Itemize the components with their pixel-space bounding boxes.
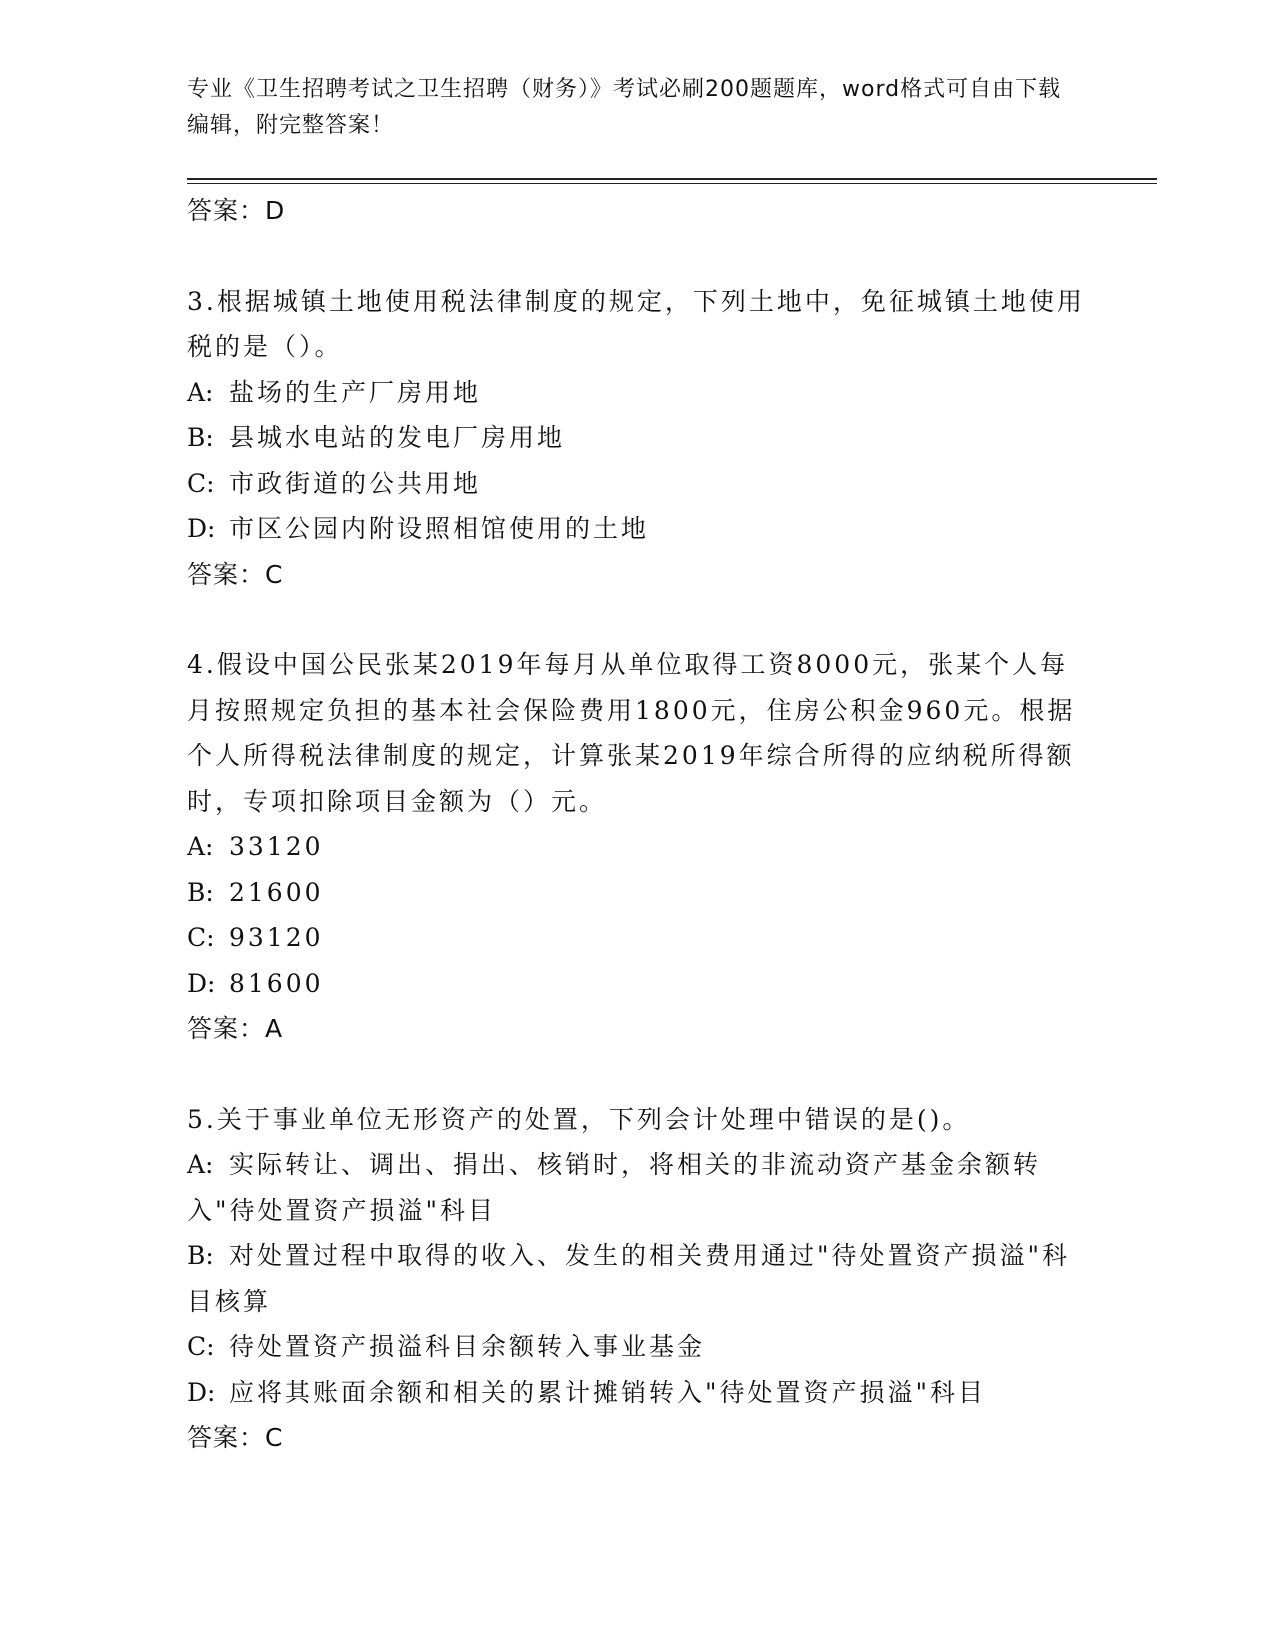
- q5-option: [187, 1142, 1087, 1233]
- q3-question: [187, 279, 1087, 598]
- option-text: 实际转让、调出、捐出、核销时，将相关的非流动资产基金余额转入"待处置资产损溢"科目: [187, 1150, 1042, 1225]
- question-list: [187, 188, 1087, 1461]
- option-text: 市政街道的公共用地: [229, 468, 482, 498]
- q3-option: [187, 415, 1087, 461]
- header-rule-thin: [187, 183, 1157, 184]
- option-label: C:: [187, 1332, 215, 1361]
- q5-stem: 5.关于事业单位无形资产的处置，下列会计处理中错误的是()。: [187, 1104, 971, 1134]
- option-label: B:: [187, 877, 214, 907]
- option-label: C:: [187, 923, 215, 952]
- option-label: A:: [187, 832, 214, 861]
- option-text: 33120: [229, 832, 324, 861]
- option-label: A:: [187, 1150, 214, 1179]
- q5-option: [187, 1324, 1087, 1370]
- q5-option: [187, 1233, 1087, 1324]
- q5-answer: 答案：C: [187, 1423, 284, 1452]
- q3-option: [187, 506, 1087, 552]
- q5-option: [187, 1370, 1087, 1416]
- q4-stem: 4.假设中国公民张某2019年每月从单位取得工资8000元，张某个人每月按照规定负担的基本社会保险费用1800元，住房公积金960元。根据个人所得税法律制度的规定，计算张某2019年综合所得的应纳税所得额时，专项扣除项目金额为（）元。: [187, 650, 1076, 816]
- q3-stem: 3.根据城镇土地使用税法律制度的规定，下列土地中，免征城镇土地使用税的是（）。: [187, 286, 1085, 361]
- option-label: B:: [187, 1241, 214, 1270]
- q3-option: [187, 461, 1087, 507]
- option-label: B:: [187, 423, 214, 452]
- document-header: 专业《卫生招聘考试之卫生招聘（财务）》考试必刷200题题库，word格式可自由下载编辑，附完整答案！: [187, 77, 1062, 138]
- option-label: A:: [187, 377, 214, 407]
- q4-option: [187, 824, 1087, 870]
- header-rule-thick: [187, 178, 1157, 180]
- option-text: 81600: [229, 968, 324, 998]
- q4-question: [187, 642, 1087, 1052]
- q3-answer: 答案：C: [187, 559, 284, 589]
- option-text: 盐场的生产厂房用地: [229, 377, 482, 407]
- q3-option: [187, 370, 1087, 416]
- q2-answer: 答案：D: [187, 196, 286, 225]
- option-text: 市区公园内附设照相馆使用的土地: [229, 514, 650, 543]
- option-text: 21600: [229, 877, 324, 907]
- q4-answer: 答案：A: [187, 1014, 284, 1043]
- option-text: 对处置过程中取得的收入、发生的相关费用通过"待处置资产损溢"科目核算: [187, 1241, 1071, 1316]
- q4-option: [187, 915, 1087, 961]
- q4-option: [187, 961, 1087, 1007]
- option-text: 县城水电站的发电厂房用地: [229, 423, 566, 452]
- option-label: D:: [187, 968, 216, 998]
- option-text: 93120: [229, 923, 324, 952]
- option-label: D:: [187, 1377, 216, 1407]
- option-label: C:: [187, 468, 215, 498]
- option-text: 应将其账面余额和相关的累计摊销转入"待处置资产损溢"科目: [229, 1377, 987, 1407]
- q4-option: [187, 870, 1087, 916]
- q5-question: [187, 1097, 1087, 1461]
- option-label: D:: [187, 514, 216, 543]
- option-text: 待处置资产损溢科目余额转入事业基金: [229, 1332, 706, 1361]
